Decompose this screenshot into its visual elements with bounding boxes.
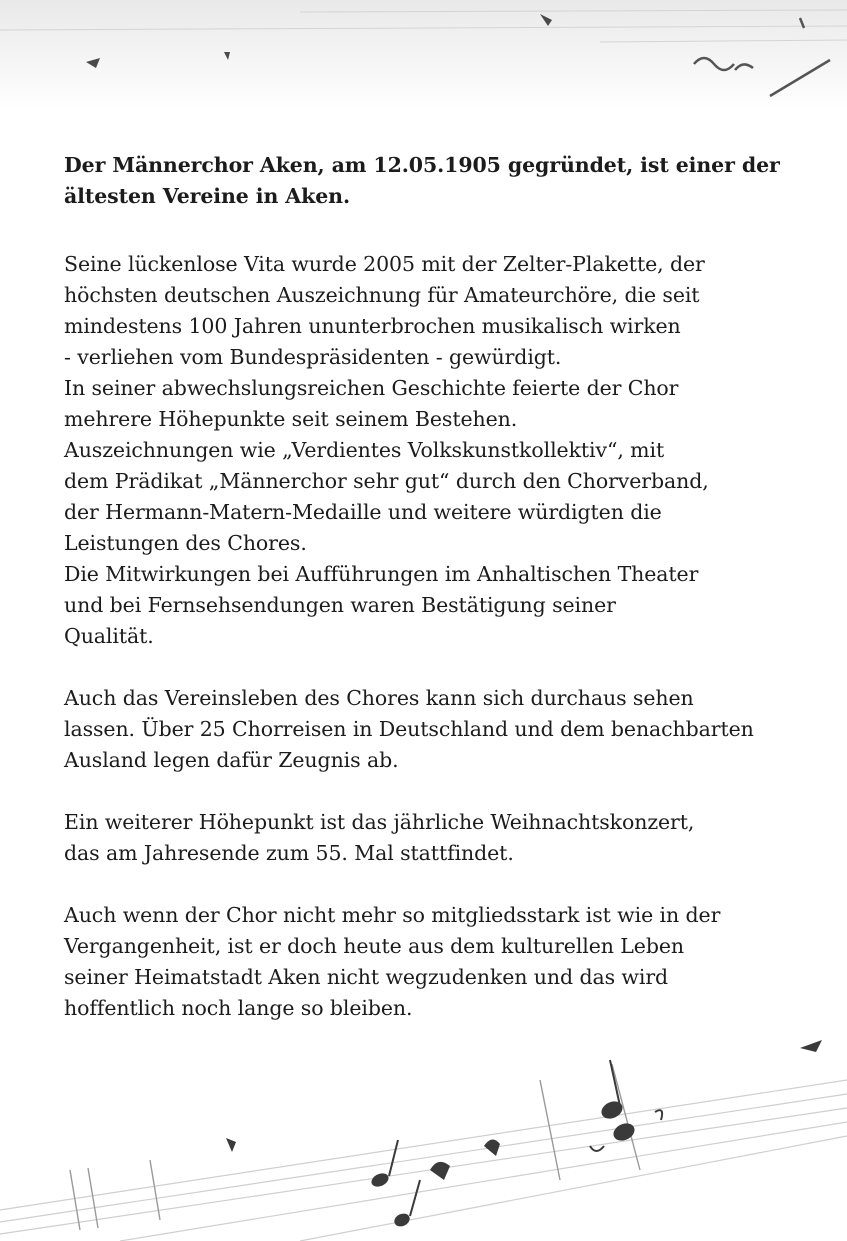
text-line: seiner Heimatstadt Aken nicht wegzudenken und das wird [64,965,669,989]
text-line: das am Jahresende zum 55. Mal stattfindet. [64,841,514,865]
text-line: hoffentlich noch lange so bleiben. [64,996,413,1020]
paragraph-club-life [64,683,794,776]
text-line: - verliehen vom Bundespräsidenten - gewürdigt. [64,345,562,369]
text-line: Auch wenn der Chor nicht mehr so mitgliedsstark ist wie in der [64,903,721,927]
text-line: Die Mitwirkungen bei Aufführungen im Anhaltischen Theater [64,562,699,586]
text-line: dem Prädikat „Männerchor sehr gut“ durch den Chorverband, [64,469,709,493]
text-line: Vergangenheit, ist er doch heute aus dem kulturellen Leben [64,934,684,958]
article-heading [64,150,794,212]
text-line: Auch das Vereinsleben des Chores kann sich durchaus sehen [64,686,694,710]
text-line: höchsten deutschen Auszeichnung für Amateurchöre, die seit [64,283,700,307]
sheet-music-top-icon [0,0,847,110]
text-line: In seiner abwechslungsreichen Geschichte feierte der Chor [64,376,679,400]
text-line: und bei Fernsehsendungen waren Bestätigung seiner [64,593,616,617]
text-line: lassen. Über 25 Chorreisen in Deutschland und dem benachbarten [64,717,754,741]
text-line: Seine lückenlose Vita wurde 2005 mit der Zelter-Plakette, der [64,252,705,276]
sheet-music-bottom-icon [0,1020,847,1241]
paragraph-outlook [64,900,794,1024]
text-line: mindestens 100 Jahren ununterbrochen musikalisch wirken [64,314,681,338]
heading-line: ältesten Vereine in Aken. [64,184,350,208]
text-line: Auszeichnungen wie „Verdientes Volkskunstkollektiv“, mit [64,438,665,462]
text-line: mehrere Höhepunkte seit seinem Bestehen. [64,407,518,431]
text-line: Leistungen des Chores. [64,531,307,555]
paragraph-history [64,249,794,652]
text-line: Ein weiterer Höhepunkt ist das jährliche Weihnachtskonzert, [64,810,695,834]
text-line: Qualität. [64,624,154,648]
heading-line: Der Männerchor Aken, am 12.05.1905 gegründet, ist einer der [64,153,780,177]
text-line: der Hermann-Matern-Medaille und weitere würdigten die [64,500,662,524]
article-body [64,150,794,1024]
paragraph-christmas-concert [64,807,794,869]
text-line: Ausland legen dafür Zeugnis ab. [64,748,399,772]
